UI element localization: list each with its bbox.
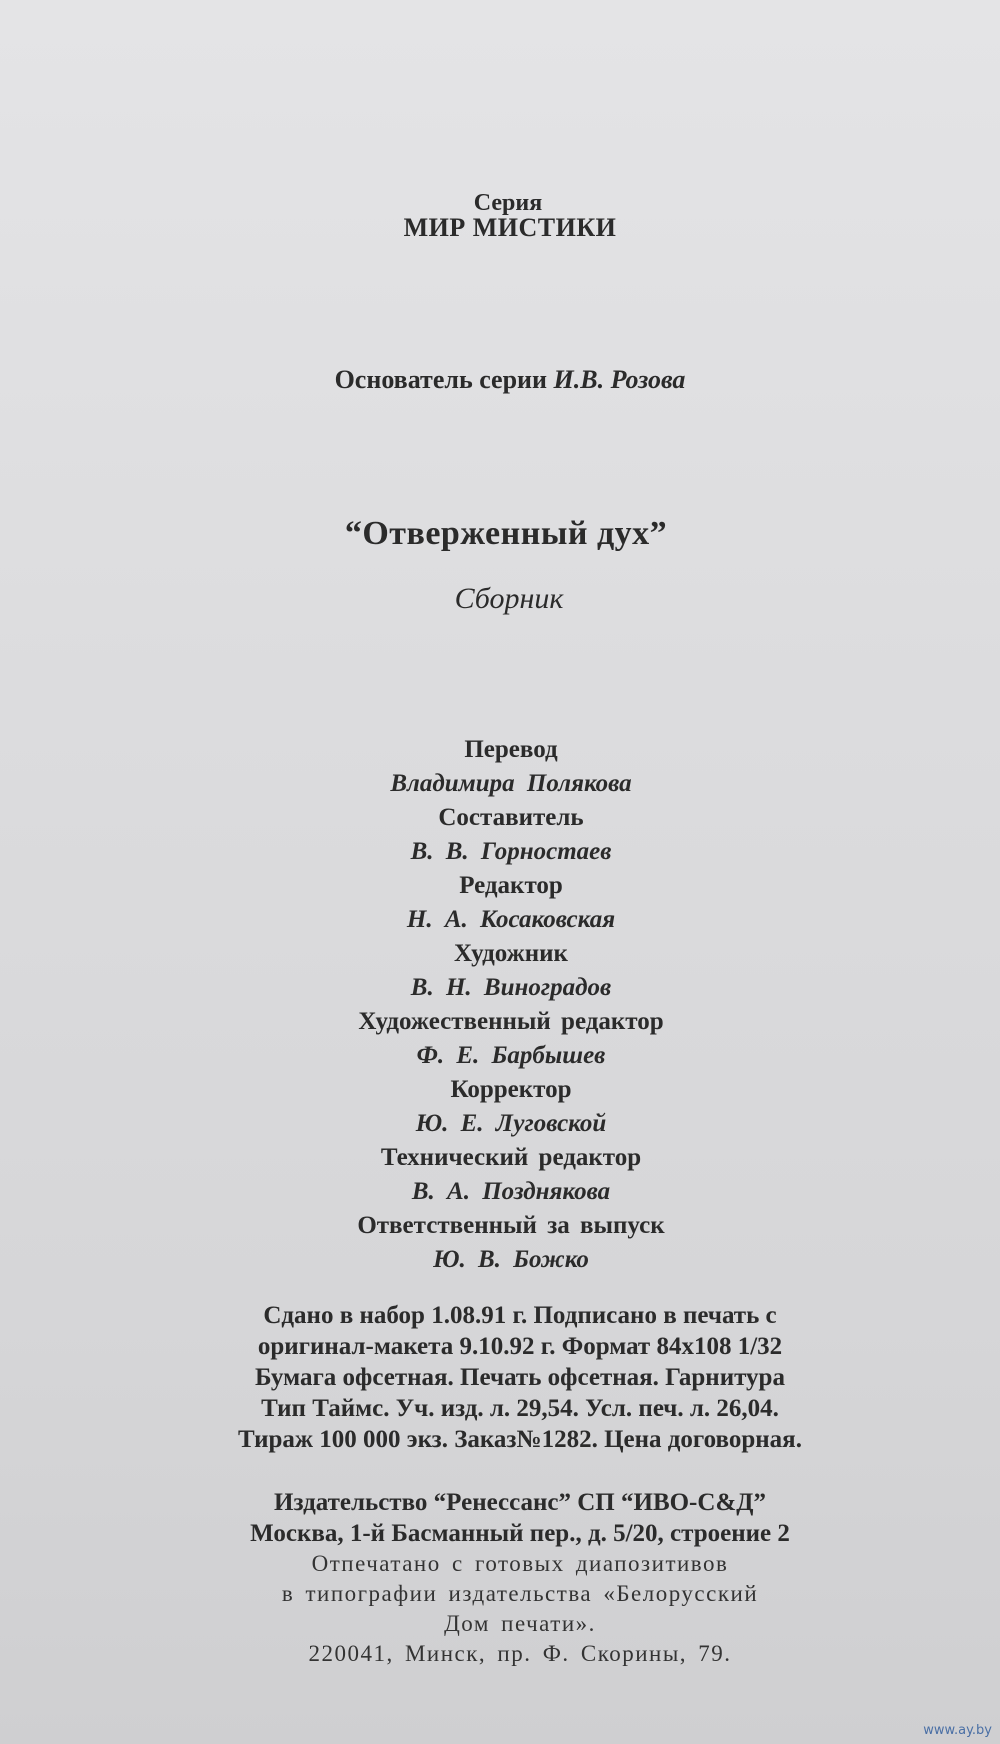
series-label: Серия [473, 190, 543, 216]
credit-role: Составитель [438, 804, 584, 831]
credit-translation [22, 734, 1000, 802]
book-title: “Отверженный дух” [344, 515, 668, 552]
credit-proofreader [22, 1074, 1000, 1142]
credit-role: Художественный редактор [358, 1008, 664, 1035]
series-name: МИР МИСТИКИ [403, 213, 617, 242]
print-details [0, 1300, 1000, 1455]
credit-role: Художник [454, 940, 568, 967]
credit-editor [22, 870, 1000, 938]
print-details-line: Тип Таймс. Уч. изд. л. 29,54. Усл. печ. л. 26,04. [261, 1395, 779, 1422]
print-details-line: Бумага офсетная. Печать офсетная. Гарнитура [255, 1364, 785, 1391]
credit-name: Владимира Полякова [390, 770, 632, 797]
printer-line: в типографии издательства «Белорусский [281, 1581, 759, 1606]
credit-name: Ф. Е. Барбышев [416, 1042, 606, 1069]
credit-role: Технический редактор [380, 1144, 642, 1171]
printer-line: Отпечатано с готовых диапозитивов [311, 1551, 729, 1576]
credit-role: Корректор [450, 1076, 572, 1103]
print-details-line: Тираж 100 000 экз. Заказ№1282. Цена договорная. [238, 1426, 802, 1453]
credit-name: Н. А. Косаковская [406, 906, 616, 933]
credit-name: В. А. Позднякова [411, 1178, 611, 1205]
credit-compiler [22, 802, 1000, 870]
credit-release-manager [22, 1210, 1000, 1278]
print-details-line: оригинал-макета 9.10.92 г. Формат 84x108 1/32 [257, 1333, 783, 1360]
publisher-name: Издательство “Ренессанс” СП “ИВО-С&Д” [274, 1489, 766, 1516]
credit-name: В. Н. Виноградов [410, 974, 612, 1001]
publisher-address: Москва, 1-й Басманный пер., д. 5/20, строение 2 [250, 1520, 790, 1547]
book-subtitle: Сборник [454, 582, 564, 615]
credit-technical-editor [22, 1142, 1000, 1210]
printer-line: Дом печати». [444, 1611, 596, 1636]
watermark: www.ay.by [923, 1723, 992, 1738]
credit-artist [22, 938, 1000, 1006]
credit-name: Ю. В. Божко [433, 1246, 589, 1273]
credit-art-editor [22, 1006, 1000, 1074]
series-founder [0, 365, 1000, 395]
credits-list [0, 734, 1000, 1278]
founder-name: И.В. Розова [553, 365, 686, 394]
print-details-line: Сдано в набор 1.08.91 г. Подписано в печать с [263, 1302, 777, 1329]
credit-name: Ю. Е. Луговской [415, 1110, 607, 1137]
printer-address: 220041, Минск, пр. Ф. Скорины, 79. [308, 1641, 732, 1666]
publisher-block [0, 1487, 1000, 1669]
credit-role: Редактор [459, 872, 563, 899]
credit-name: В. В. Горностаев [410, 838, 612, 865]
credit-role: Перевод [464, 736, 558, 763]
credit-role: Ответственный за выпуск [357, 1212, 665, 1239]
founder-label: Основатель серии [334, 365, 548, 394]
